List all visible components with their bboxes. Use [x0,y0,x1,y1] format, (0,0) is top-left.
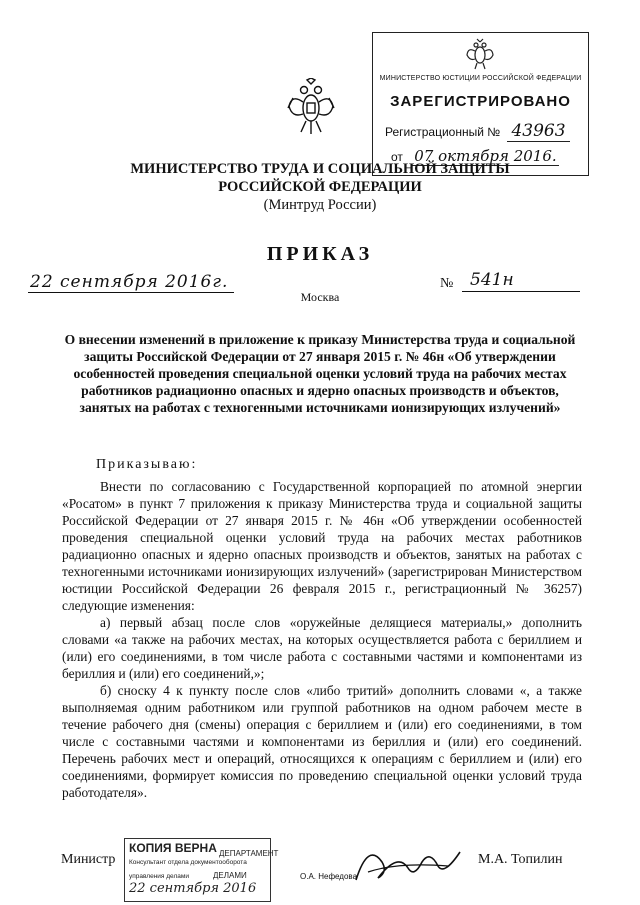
order-city: Москва [300,290,340,304]
ministry-short-name: (Минтруд России) [263,197,377,213]
stamp-status: ЗАРЕГИСТРИРОВАНО [390,93,571,110]
copy-stamp-signer: О.А. Нефедова [300,872,358,881]
order-heading: О внесении изменений в приложение к приказу Министерства труда и социальной защиты Российской Федерации от 27 января 2015 г. № 46н «Об утверждении особенностей проведения специальной оценки условий труда на рабочих местах работников радиационно опасных и ядерно опасных производств и объектов, занятых на работах с техногенными источниками ионизирующих излучений» [64,332,576,415]
copy-stamp-line2: управления делами [129,873,189,880]
copy-stamp-date: 22 сентября 2016 [129,881,257,896]
signer-position: Министр [61,852,116,867]
stamp-number-value: 43963 [507,121,569,142]
copy-stamp [124,838,279,902]
body-paragraph-2: а) первый абзац после слов «оружейные делящиеся материалы,» дополнить словами «а также на рабочих местах, на которых осуществляется работа с бериллием и (или) его соединениями, в том числе работа с составными частями и компонентами из бериллия и (или) его соединений,»; [62,615,582,681]
stamp-date-label: от [391,150,403,164]
ministry-name-line2: РОССИЙСКОЙ ФЕДЕРАЦИИ [218,179,422,195]
handwritten-signature-icon [348,832,468,892]
order-number-label: № [440,276,454,291]
stamp-header: МИНИСТЕРСТВО ЮСТИЦИИ РОССИЙСКОЙ ФЕДЕРАЦИИ [379,75,582,82]
eagle-emblem-icon [465,37,495,71]
stamp-date-value: 07 октября 2016. [414,147,557,165]
order-date-text: 22 сентября 2016г. [30,272,229,292]
registration-stamp [372,32,589,176]
ministry-header [0,160,640,214]
stamp-number-label: Регистрационный № [385,125,501,139]
order-title: ПРИКАЗ [266,243,374,265]
order-body [62,478,582,801]
order-number: 541н [470,270,514,290]
order-directive: Приказываю: [96,457,198,472]
copy-stamp-line3: ДЕЛАМИ [213,871,247,880]
coat-of-arms-icon [286,78,336,136]
body-paragraph-1: Внести по согласованию с Государственной корпорацией по атомной энергии «Росатом» в пункт 7 приложения к приказу Министерства труда и социальной защиты Российской Федерации от 27 января 2015 г. № 46н «Об утверждении особенностей проведения специальной оценки условий труда на рабочих местах работников радиационно опасных и ядерно опасных производств и объектов, занятых на работах с техногенными источниками ионизирующих излучений» (зарегистрирован Министерством юстиции Российской Федерации 26 февраля 2015 г., регистрационный № 36257) следующие изменения: [62,479,582,613]
signer-name: М.А. Топилин [478,852,563,867]
ministry-name-line1: МИНИСТЕРСТВО ТРУДА И СОЦИАЛЬНОЙ ЗАЩИТЫ [130,161,510,177]
copy-stamp-title: КОПИЯ ВЕРНА [129,841,217,855]
order-date [30,272,228,292]
copy-stamp-line1: Консультант отдела документооборота [129,859,247,866]
copy-stamp-dept: ДЕПАРТАМЕНТ [219,849,279,858]
body-paragraph-3: б) сноску 4 к пункту после слов «либо тритий» дополнить словами «, а также выполняемая одним работником или группой работников на одном рабочем месте в течение рабочего дня (смены) операция с бериллием и (или) его соединениями, в том числе с составными частями и компонентами из бериллия и (или) его соединений. Перечень рабочих мест и операций, относящихся к операциям с бериллием и (или) его соединениями, формирует комиссия по проведению специальной оценки условий труда работодателя». [62,683,582,800]
